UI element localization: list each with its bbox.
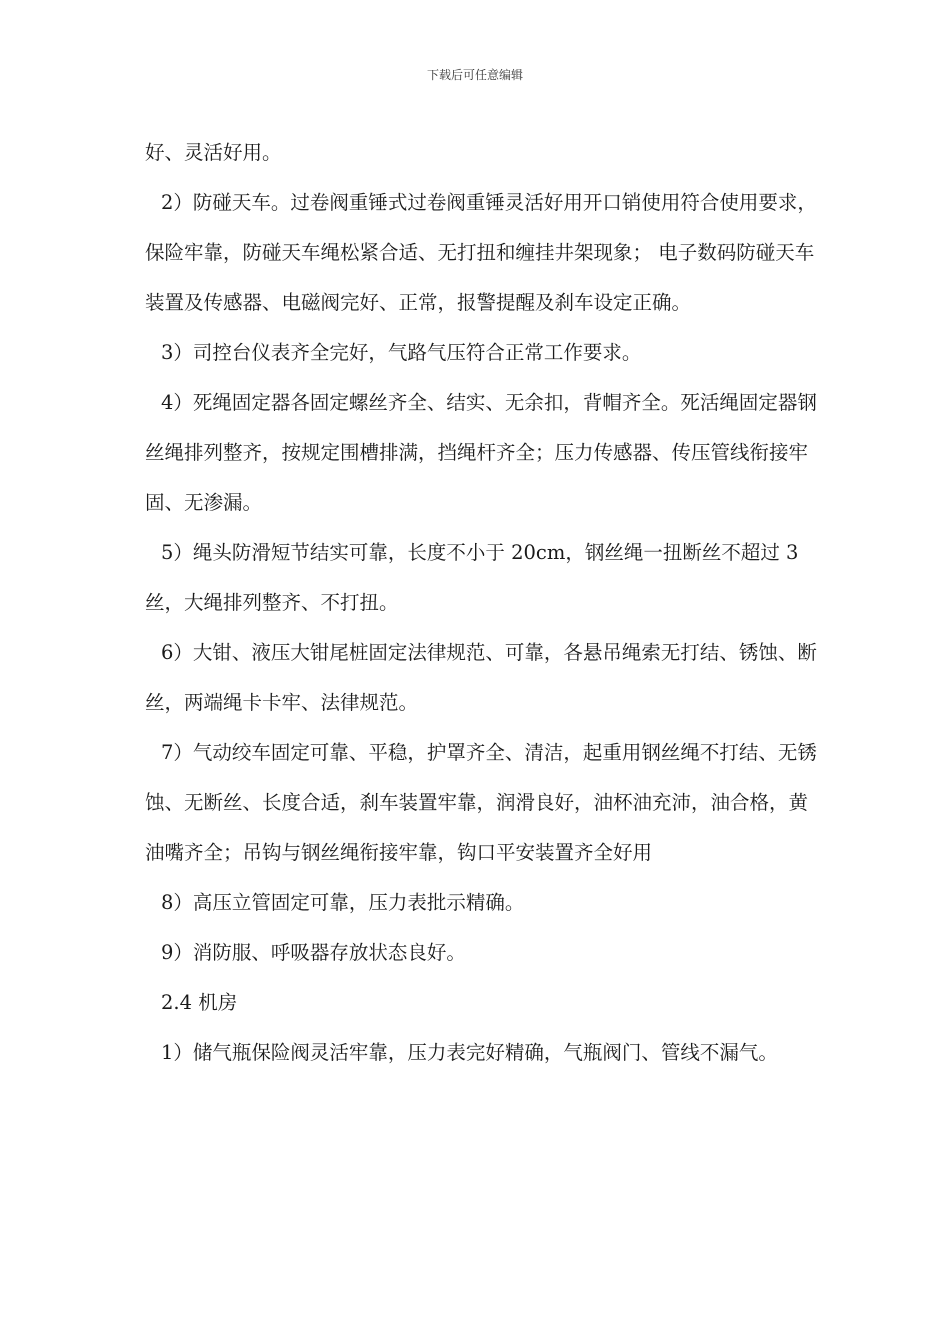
paragraph: 5）绳头防滑短节结实可靠，长度不小于 20cm，钢丝绳一扭断丝不超过 3 丝，大绳排列整齐、不打扭。 <box>145 541 799 614</box>
paragraph: 9）消防服、呼吸器存放状态良好。 <box>161 941 466 964</box>
paragraph: 8）高压立管固定可靠，压力表批示精确。 <box>161 891 525 914</box>
paragraph: 好、灵活好用。 <box>145 141 282 164</box>
section-heading: 2.4 机房 <box>161 991 238 1014</box>
paragraph: 7）气动绞车固定可靠、平稳，护罩齐全、清洁，起重用钢丝绳不打结、无锈蚀、无断丝、长度合适，刹车装置牢靠，润滑良好，油杯油充沛，油合格，黄油嘴齐全；吊钩与钢丝绳衔接牢靠，钩口平安装置齐全好用 <box>145 741 817 864</box>
paragraph: 1）储气瓶保险阀灵活牢靠，压力表完好精确，气瓶阀门、管线不漏气。 <box>161 1041 778 1064</box>
document-body <box>145 128 825 1078</box>
paragraph: 2）防碰天车。过卷阀重锤式过卷阀重锤灵活好用开口销使用符合使用要求，保险牢靠，防碰天车绳松紧合适、无打扭和缠挂井架现象； 电子数码防碰天车装置及传感器、电磁阀完好、正常，报警提醒及刹车设定正确。 <box>145 191 817 314</box>
paragraph: 4）死绳固定器各固定螺丝齐全、结实、无余扣，背帽齐全。死活绳固定器钢丝绳排列整齐，按规定围槽排满，挡绳杆齐全；压力传感器、传压管线衔接牢固、无渗漏。 <box>145 391 817 514</box>
paragraph: 6）大钳、液压大钳尾桩固定法律规范、可靠，各悬吊绳索无打结、锈蚀、断丝，两端绳卡卡牢、法律规范。 <box>145 641 817 714</box>
paragraph: 3）司控台仪表齐全完好，气路气压符合正常工作要求。 <box>161 341 642 364</box>
page-header: 下载后可任意编辑 <box>426 68 523 82</box>
